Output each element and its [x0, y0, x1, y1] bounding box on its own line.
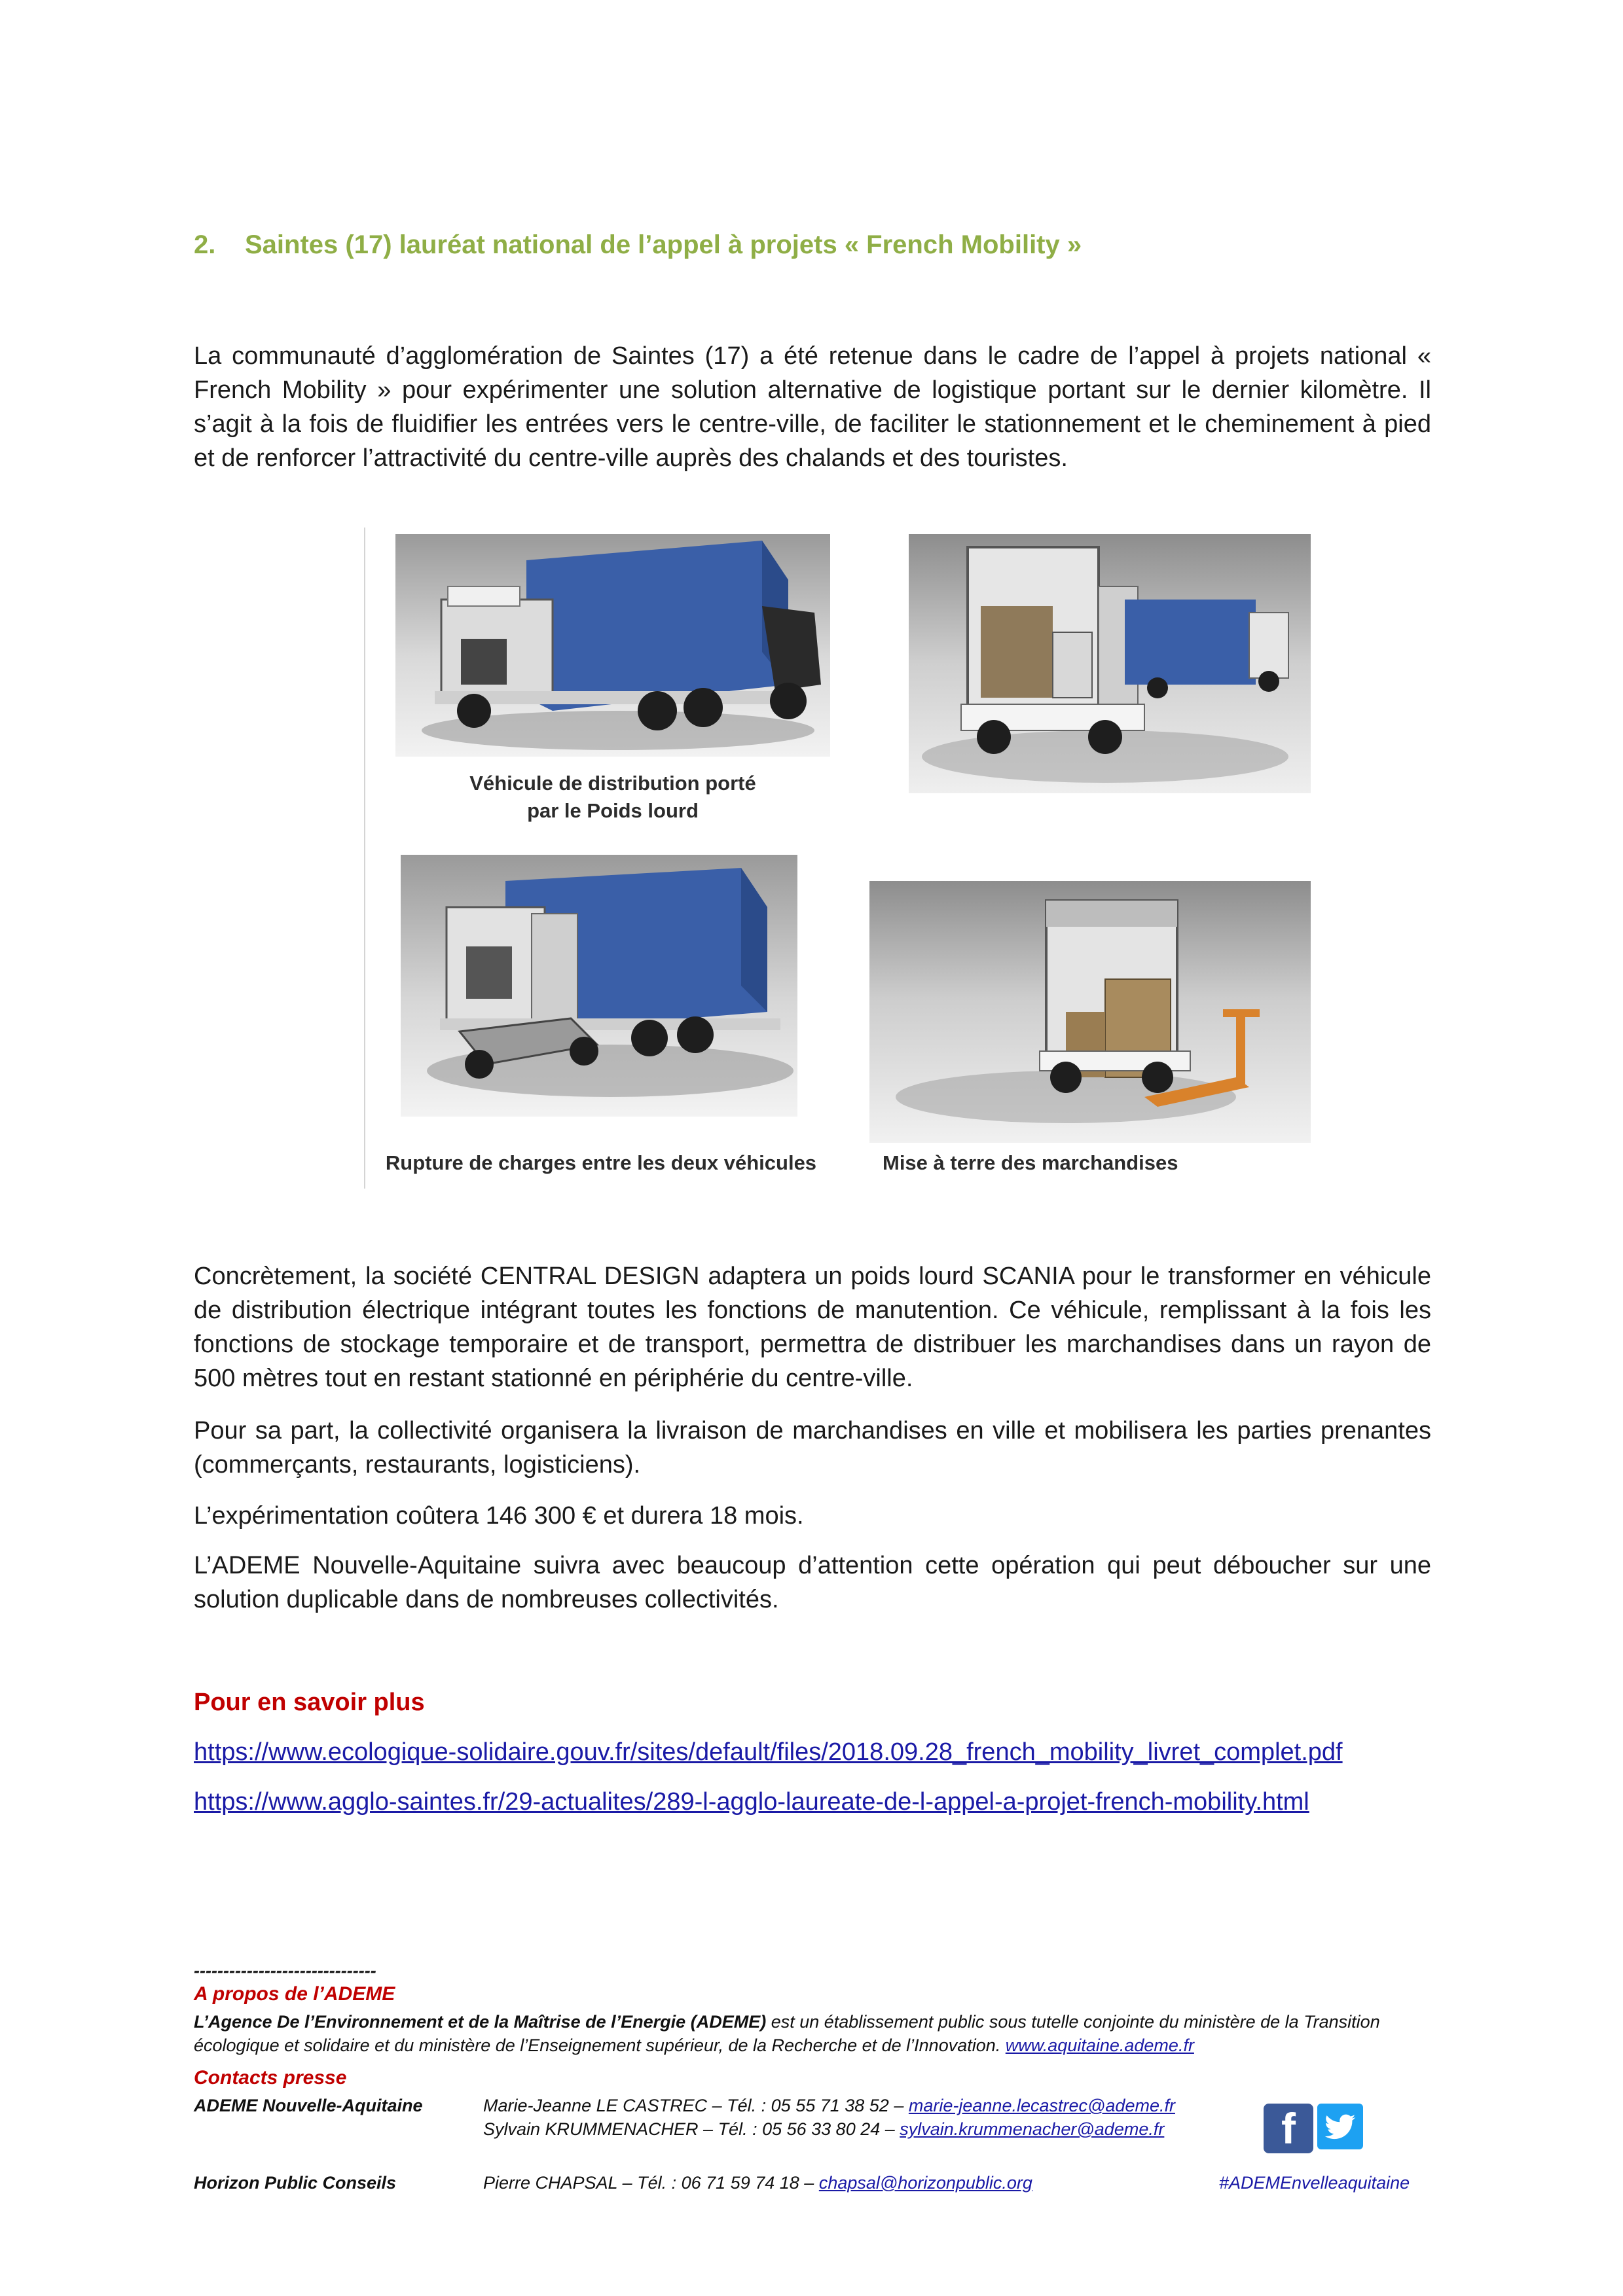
link-ecologique-solidaire[interactable]: https://www.ecologique-solidaire.gouv.fr/sites/default/files/2018.09.28_french_mobility_livret_complet.pdf: [194, 1738, 1343, 1766]
contact-lecastrec: Marie-Jeanne LE CASTREC – Tél. : 05 55 71 38 52 – marie-jeanne.lecastrec@ademe.fr: [483, 2096, 1175, 2115]
truck-with-vehicle-image: [395, 534, 830, 757]
figure-vehicle-illustrations: [364, 528, 1321, 1189]
body-paragraph-4: L’ADEME Nouvelle-Aquitaine suivra avec beaucoup d’attention cette opération qui peut déboucher sur une solution duplicable dans de nombreuses collectivités.: [194, 1552, 1431, 1613]
learn-more-heading: Pour en savoir plus: [194, 1689, 425, 1716]
press-contacts-title: Contacts presse: [194, 2067, 347, 2089]
caption-load-transfer: Rupture de charges entre les deux véhicules: [385, 1151, 817, 1174]
about-title: A propos de l’ADEME: [194, 1983, 395, 2005]
hashtag[interactable]: #ADEMEnvelleaquitaine: [1219, 2173, 1410, 2193]
section-number: 2.: [194, 230, 216, 259]
body-paragraph-1: Concrètement, la société CENTRAL DESIGN adaptera un poids lourd SCANIA pour le transformer en véhicule de distribution électrique intégrant toutes les fonctions de manutention. Ce véhicule, remplissant à la fois les fonctions de stockage temporaire et de transport, permettra de distribuer les marchandises dans un rayon de 500 mètres tout en restant stationné en périphérie du centre-ville.: [194, 1263, 1431, 1392]
about-line-1: L’Agence De l’Environnement et de la Maîtrise de l’Energie (ADEME) est un établissement public sous tutelle conjointe du ministère de la Transition: [194, 2012, 1380, 2032]
facebook-icon[interactable]: f: [1264, 2104, 1313, 2153]
load-transfer-image: [401, 855, 797, 1117]
detached-vehicle-image: [909, 534, 1311, 793]
body-paragraph-3: L’expérimentation coûtera 146 300 € et durera 18 mois.: [194, 1502, 804, 1530]
ademe-website-link[interactable]: www.aquitaine.ademe.fr: [1005, 2036, 1194, 2055]
contact-krummenacher: Sylvain KRUMMENACHER – Tél. : 05 56 33 80 24 – sylvain.krummenacher@ademe.fr: [483, 2119, 1165, 2139]
footer-separator: -------------------------------: [194, 1961, 376, 1981]
email-lecastrec[interactable]: marie-jeanne.lecastrec@ademe.fr: [908, 2096, 1175, 2115]
intro-paragraph: La communauté d’agglomération de Saintes (17) a été retenue dans le cadre de l’appel à projets national « French Mobility » pour expérimenter une solution alternative de logistique portant sur le dernier kilomètre. Il s’agit à la fois de fluidifier les entrées vers le centre-ville, de faciliter le stationnement et le cheminement à pied et de renforcer l’attractivité du centre-ville auprès des chalands et des touristes.: [194, 342, 1431, 472]
section-heading: [194, 230, 1082, 260]
caption-unloading: Mise à terre des marchandises: [883, 1151, 1178, 1174]
org-ademe: ADEME Nouvelle-Aquitaine: [194, 2096, 423, 2115]
section-title: Saintes (17) lauréat national de l’appel à projets « French Mobility »: [245, 230, 1082, 259]
contact-chapsal: Pierre CHAPSAL – Tél. : 06 71 59 74 18 – chapsal@horizonpublic.org: [483, 2173, 1032, 2193]
email-krummenacher[interactable]: sylvain.krummenacher@ademe.fr: [900, 2119, 1165, 2139]
link-agglo-saintes[interactable]: https://www.agglo-saintes.fr/29-actualites/289-l-agglo-laureate-de-l-appel-a-projet-french-mobility.html: [194, 1788, 1309, 1816]
body-paragraph-2: Pour sa part, la collectivité organisera la livraison de marchandises en ville et mobilisera les parties prenantes (commerçants, restaurants, logisticiens).: [194, 1417, 1431, 1479]
caption-truck-carrying: Véhicule de distribution porté par le Poids lourd: [469, 772, 756, 822]
org-horizon-public: Horizon Public Conseils: [194, 2173, 397, 2193]
twitter-icon[interactable]: [1317, 2104, 1363, 2149]
unloading-goods-image: [869, 881, 1311, 1143]
email-chapsal[interactable]: chapsal@horizonpublic.org: [818, 2173, 1032, 2193]
about-line-2: écologique et solidaire et du ministère de l’Enseignement supérieur, de la Recherche et de l’Innovation. www.aquitaine.ademe.fr: [194, 2036, 1194, 2055]
